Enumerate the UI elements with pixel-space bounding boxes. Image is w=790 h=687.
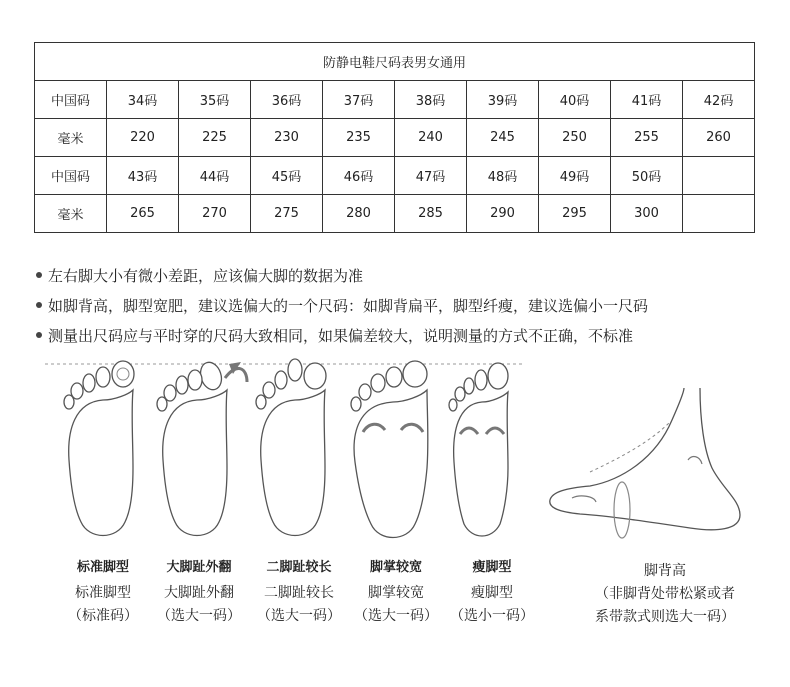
table-cell: 290: [467, 195, 539, 233]
list-item: [34, 290, 774, 320]
table-cell: 46码: [323, 157, 395, 195]
table-cell: 41码: [611, 81, 683, 119]
size-advice: （选大一码）: [354, 608, 438, 624]
table-cell: 48码: [467, 157, 539, 195]
foot-caption: [444, 558, 540, 628]
table-cell: 225: [179, 119, 251, 157]
foot-type-name: 标准脚型: [75, 585, 131, 601]
table-cell: 265: [107, 195, 179, 233]
row-header: 毫米: [35, 119, 107, 157]
table-row: [35, 119, 755, 157]
table-cell: 285: [395, 195, 467, 233]
table-cell: 245: [467, 119, 539, 157]
foot-type-name: 脚掌较宽: [368, 585, 424, 601]
foot-type-name: 瘦脚型: [471, 585, 513, 601]
foot-type-label: 瘦脚型: [472, 560, 512, 575]
high-instep-side-foot-icon: [550, 388, 740, 538]
table-title-row: [35, 43, 755, 81]
table-cell: 230: [251, 119, 323, 157]
table-cell: 250: [539, 119, 611, 157]
table-cell: 240: [395, 119, 467, 157]
table-cell: 220: [107, 119, 179, 157]
instep-label: 脚背高: [644, 563, 686, 579]
table-cell: 50码: [611, 157, 683, 195]
table-cell: 34码: [107, 81, 179, 119]
table-row: [35, 195, 755, 233]
size-chart-table: [34, 42, 755, 233]
bunion-foot-icon: [157, 360, 247, 536]
table-row: [35, 157, 755, 195]
table-cell: 38码: [395, 81, 467, 119]
slim-foot-icon: [449, 363, 508, 536]
table-cell: 300: [611, 195, 683, 233]
table-cell: 45码: [251, 157, 323, 195]
notes-list: [34, 260, 774, 350]
foot-type-illustrations: [0, 350, 790, 650]
wide-foot-icon: [351, 361, 428, 538]
size-advice: （选大一码）: [157, 608, 241, 624]
table-cell: 47码: [395, 157, 467, 195]
table-cell: [683, 157, 755, 195]
table-cell: 295: [539, 195, 611, 233]
size-advice: （选小一码）: [450, 608, 534, 624]
foot-type-label: 二脚趾较长: [266, 560, 332, 575]
table-cell: 39码: [467, 81, 539, 119]
table-cell: 260: [683, 119, 755, 157]
foot-caption: [250, 558, 348, 628]
instep-advice-line1: （非脚背处带松紧或者: [595, 586, 735, 602]
foot-type-label: 大脚趾外翻: [166, 560, 232, 575]
table-cell: 37码: [323, 81, 395, 119]
table-cell: 49码: [539, 157, 611, 195]
standard-foot-icon: [64, 361, 134, 536]
foot-caption: [150, 558, 248, 628]
table-cell: [683, 195, 755, 233]
row-header: 中国码: [35, 157, 107, 195]
table-cell: 44码: [179, 157, 251, 195]
bullet-dot-icon: [36, 332, 42, 338]
table-cell: 43码: [107, 157, 179, 195]
foot-type-name: 大脚趾外翻: [164, 585, 234, 601]
bullet-dot-icon: [36, 272, 42, 278]
instep-advice-line2: 系带款式则选大一码）: [595, 609, 735, 625]
note-text: 测量出尺码应与平时穿的尺码大致相同，如果偏差较大，说明测量的方式不正确，不标准: [48, 326, 634, 345]
table-title: 防静电鞋尺码表男女通用: [35, 43, 755, 81]
foot-diagrams: [0, 350, 790, 550]
table-cell: 42码: [683, 81, 755, 119]
list-item: [34, 320, 774, 350]
row-header: 毫米: [35, 195, 107, 233]
table-cell: 275: [251, 195, 323, 233]
foot-caption: [347, 558, 445, 628]
table-cell: 235: [323, 119, 395, 157]
long-second-toe-foot-icon: [256, 359, 326, 536]
bullet-dot-icon: [36, 302, 42, 308]
list-item: [34, 260, 774, 290]
foot-caption: [58, 558, 148, 628]
table-cell: 280: [323, 195, 395, 233]
foot-type-label: 脚掌较宽: [369, 560, 422, 575]
foot-type-label: 标准脚型: [76, 560, 129, 575]
instep-caption: [580, 560, 750, 629]
table-cell: 35码: [179, 81, 251, 119]
size-advice: （选大一码）: [257, 608, 341, 624]
note-text: 如脚背高，脚型宽肥，建议选偏大的一个尺码：如脚背扁平，脚型纤瘦，建议选偏小一尺码: [48, 296, 649, 315]
row-header: 中国码: [35, 81, 107, 119]
table-cell: 40码: [539, 81, 611, 119]
table-cell: 36码: [251, 81, 323, 119]
size-advice: （标准码）: [68, 608, 138, 624]
table-cell: 270: [179, 195, 251, 233]
table-cell: 255: [611, 119, 683, 157]
note-text: 左右脚大小有微小差距，应该偏大脚的数据为准: [48, 266, 364, 285]
table-row: [35, 81, 755, 119]
foot-type-name: 二脚趾较长: [264, 585, 334, 601]
